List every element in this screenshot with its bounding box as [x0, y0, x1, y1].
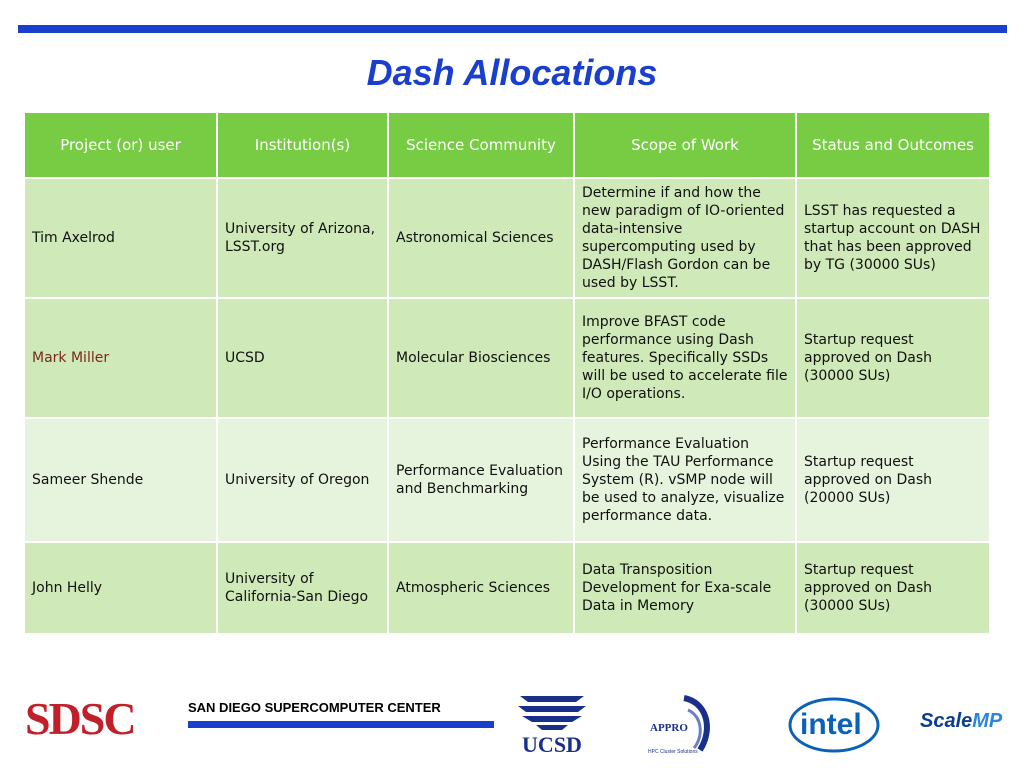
slide-title: Dash Allocations	[366, 52, 658, 93]
column-header-institution: Institution(s)	[217, 112, 388, 178]
intel-logo	[786, 694, 882, 756]
cell-science-community: Astronomical Sciences	[388, 178, 574, 298]
appro-logo	[644, 692, 718, 762]
ucsd-wordmark: UCSD	[522, 732, 582, 757]
intel-wordmark: intel	[800, 708, 862, 741]
scalemp-mp: MP	[972, 710, 1003, 732]
cell-institution: University of California-San Diego	[217, 542, 388, 634]
scalemp-scale: Scale	[920, 710, 973, 732]
cell-scope: Determine if and how the new paradigm of IO-oriented data-intensive supercomputing used by DASH/Flash Gordon can be used by LSST.	[574, 178, 796, 298]
cell-institution: UCSD	[217, 298, 388, 418]
column-header-project: Project (or) user	[24, 112, 217, 178]
appro-tagline: HPC Cluster Solutions	[648, 749, 698, 755]
cell-status: Startup request approved on Dash (30000 SUs)	[796, 542, 990, 634]
cell-science-community: Molecular Biosciences	[388, 298, 574, 418]
center-name: SAN DIEGO SUPERCOMPUTER CENTER	[188, 700, 441, 715]
ucsd-mark-icon	[512, 692, 592, 732]
cell-status: Startup request approved on Dash (30000 SUs)	[796, 298, 990, 418]
cell-institution: University of Oregon	[217, 418, 388, 542]
table-header-row	[24, 112, 990, 178]
cell-status: LSST has requested a startup account on DASH that has been approved by TG (30000 SUs)	[796, 178, 990, 298]
cell-science-community: Atmospheric Sciences	[388, 542, 574, 634]
table-row	[24, 178, 990, 298]
cell-scope: Data Transposition Development for Exa-scale Data in Memory	[574, 542, 796, 634]
cell-user: John Helly	[24, 542, 217, 634]
cell-scope: Improve BFAST code performance using Dash features. Specifically SSDs will be used to accelerate file I/O operations.	[574, 298, 796, 418]
center-underline-bar	[188, 721, 494, 728]
column-header-science-community: Science Community	[388, 112, 574, 178]
cell-user: Tim Axelrod	[24, 178, 217, 298]
table-row	[24, 542, 990, 634]
appro-wordmark: APPRO	[650, 722, 688, 734]
table-row	[24, 418, 990, 542]
cell-institution: University of Arizona, LSST.org	[217, 178, 388, 298]
cell-scope: Performance Evaluation Using the TAU Performance System (R). vSMP node will be used to analyze, visualize performance data.	[574, 418, 796, 542]
table-row	[24, 298, 990, 418]
top-accent-bar	[18, 25, 1007, 33]
cell-status: Startup request approved on Dash (20000 SUs)	[796, 418, 990, 542]
column-header-scope: Scope of Work	[574, 112, 796, 178]
ucsd-logo	[512, 692, 592, 762]
column-header-status: Status and Outcomes	[796, 112, 990, 178]
footer	[0, 680, 1024, 768]
cell-user: Sameer Shende	[24, 418, 217, 542]
cell-user: Mark Miller	[24, 298, 217, 418]
cell-science-community: Performance Evaluation and Benchmarking	[388, 418, 574, 542]
allocations-table	[23, 111, 991, 635]
sdsc-logo: SDSC	[25, 693, 135, 744]
scalemp-logo	[920, 710, 1002, 733]
